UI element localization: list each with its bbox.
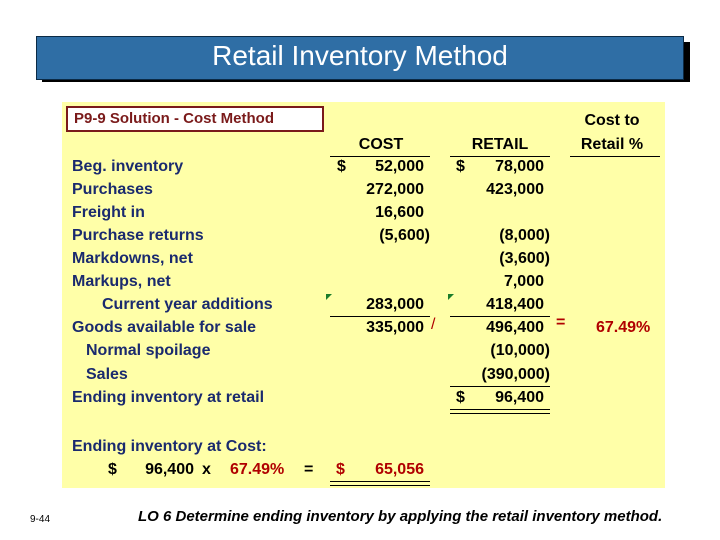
ending-ratio-value: 67.49% (230, 461, 285, 478)
cost-dollar-sign: $ (337, 158, 346, 175)
cost-current-year-additions: 283,000 (366, 296, 424, 313)
retail-total-line (450, 386, 550, 387)
row-label-ending-retail: Ending inventory at retail (72, 389, 265, 406)
retail-sales: (390,000) (481, 366, 550, 383)
retail-ending-double-underline (450, 409, 550, 414)
cost-subtotal-line (330, 316, 430, 317)
retail-normal-spoilage: (10,000) (490, 342, 550, 359)
retail-purchases: 423,000 (486, 181, 544, 198)
retail-purchase-returns: (8,000) (499, 227, 550, 244)
ending-cost-dollar-sign: $ (336, 461, 345, 478)
cost-purchases: 272,000 (366, 181, 424, 198)
retail-header: RETAIL (471, 136, 529, 153)
retail-goods-available: 496,400 (486, 319, 544, 336)
ratio-header-line2: Retail % (580, 136, 644, 153)
row-label-markups: Markups, net (72, 273, 171, 290)
ending-cost-double-underline (330, 481, 430, 486)
retail-dollar-sign: $ (456, 158, 465, 175)
ending-retail-value: 96,400 (145, 461, 194, 478)
retail-markdowns: (3,600) (499, 250, 550, 267)
slide-title: Retail Inventory Method (212, 40, 508, 71)
footer-learning-objective: LO 6 Determine ending inventory by applying the retail inventory method. (138, 508, 663, 525)
ending-equals-symbol: = (304, 461, 314, 478)
row-label-normal-spoilage: Normal spoilage (86, 342, 211, 359)
division-symbol: / (431, 316, 436, 333)
cost-header-underline (330, 156, 430, 157)
retail-marker-icon (448, 294, 454, 300)
cost-purchase-returns: (5,600) (379, 227, 430, 244)
retail-current-year-additions: 418,400 (486, 296, 544, 313)
cost-to-retail-ratio: 67.49% (596, 319, 651, 336)
ending-retail-dollar-sign: $ (108, 461, 117, 478)
retail-ending-dollar-sign: $ (456, 389, 465, 406)
ratio-header-underline (570, 156, 660, 157)
ending-cost-label: Ending inventory at Cost: (72, 438, 267, 455)
retail-markups: 7,000 (503, 273, 544, 290)
slide-title-bar (36, 36, 684, 80)
retail-subtotal-line (450, 316, 550, 317)
retail-header-underline (450, 156, 550, 157)
solution-label: P9-9 Solution - Cost Method (66, 106, 324, 132)
row-label-beg-inventory: Beg. inventory (72, 158, 184, 175)
cost-beg-inventory: 52,000 (375, 158, 424, 175)
cost-marker-icon (326, 294, 332, 300)
ending-cost-value: 65,056 (375, 461, 424, 478)
row-label-current-year-additions: Current year additions (102, 296, 273, 313)
cost-header: COST (358, 136, 404, 153)
row-label-purchase-returns: Purchase returns (72, 227, 204, 244)
row-label-markdowns: Markdowns, net (72, 250, 193, 267)
cost-goods-available: 335,000 (366, 319, 424, 336)
page-number: 9-44 (30, 514, 51, 525)
equals-symbol: = (556, 314, 566, 331)
multiply-symbol: x (202, 461, 211, 478)
retail-beg-inventory: 78,000 (495, 158, 544, 175)
row-label-freight-in: Freight in (72, 204, 145, 221)
cost-freight-in: 16,600 (375, 204, 424, 221)
row-label-goods-available: Goods available for sale (72, 319, 257, 336)
retail-ending-inventory: 96,400 (495, 389, 544, 406)
row-label-sales: Sales (86, 366, 128, 383)
ratio-header-line1: Cost to (584, 112, 640, 129)
row-label-purchases: Purchases (72, 181, 153, 198)
